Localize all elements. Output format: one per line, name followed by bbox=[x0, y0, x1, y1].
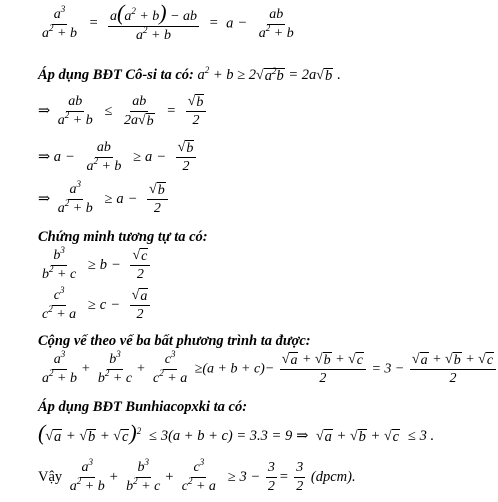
implies-symbol: ⇒ bbox=[38, 190, 51, 207]
math-line-12: ( √ a + √ b + √ c )$^2$ ≤ 3(a + b + c) = 3.3 = 9 ⇒ √ a + √ b + √ c ≤ 3 . bbox=[38, 420, 435, 445]
frac-a3-over-a2b: $\frac{a^3}{a^2 + b}$ bbox=[42, 3, 77, 41]
leq: ≤ bbox=[104, 102, 113, 119]
implies-symbol: ⇒ bbox=[38, 102, 51, 119]
add-sides-label: Cộng vế theo vế ba bất phương trình ta được: bbox=[38, 333, 311, 349]
frac-ab-over-a2b: $\frac{ab}{a^2 + b}$ bbox=[258, 6, 294, 41]
cosi-line: Áp dụng BĐT Cô-si ta có: $a^2 + b \ge 2$ √ $a^2b$ = 2a √ b . bbox=[38, 65, 341, 84]
math-line-5: ⇒ $\frac{a^3}{a^2 + b}$ ≥ a − √ b 2 bbox=[38, 182, 170, 217]
therefore-label: Vậy bbox=[38, 468, 63, 485]
sqrt-a2b: √ $a^2b$ bbox=[256, 66, 284, 84]
math-line-8: $\frac{c^3}{c^2 + a}$ ≥ c − √ a 2 bbox=[38, 288, 152, 323]
bunhia-label: Áp dụng BĐT Bunhiacopxki ta có: bbox=[38, 399, 248, 415]
dpcm-label: (dpcm) bbox=[310, 468, 352, 485]
math-line-4: ⇒ a − $\frac{ab}{a^2 + b}$ ≥ a − √ b 2 bbox=[38, 140, 198, 175]
equals: = bbox=[166, 102, 177, 119]
equals: = bbox=[88, 15, 99, 32]
sqrt-b: √ b bbox=[316, 68, 333, 84]
frac-expanded: $\frac{a(a^2 + b) - ab}{a^2 + b}$ bbox=[110, 0, 198, 43]
minus: − bbox=[237, 15, 248, 32]
math-line-3: ⇒ $\frac{ab}{a^2 + b}$ ≤ ab 2a √ b = √ b 2 bbox=[38, 94, 208, 129]
cosi-label: Áp dụng BĐT Cô-si ta có: bbox=[38, 67, 198, 83]
conclusion-line: Vậy $\frac{a^3}{a^2 + b}$ + $\frac{b^3}{b^2 + c}$ + $\frac{c^3}{c^2 + a}$ ≥ 3 − $\frac{3}{2}$ = $\frac{3}{2}$ (dpcm). bbox=[38, 457, 356, 494]
math-line-10: $\frac{a^3}{a^2 + b}$ + $\frac{b^3}{b^2 + c}$ + $\frac{c^3}{c^2 + a}$ ≥(a + b + c)− √ a + √ b + √ c 2 = 3 − √ a + √ b + √ c 2 bbox=[38, 352, 498, 387]
implies-symbol: ⇒ bbox=[38, 148, 51, 165]
equals: = bbox=[208, 15, 219, 32]
math-line-7: $\frac{b^3}{b^2 + c}$ ≥ b − √ c 2 bbox=[38, 248, 152, 283]
math-line-1: $\frac{a^3}{a^2 + b}$ = $\frac{a(a^2 + b) - ab}{a^2 + b}$ = a − $\frac{ab}{a^2 + b}$ bbox=[42, 0, 294, 43]
prove-similar-label: Chứng minh tương tự ta có: bbox=[38, 229, 208, 245]
